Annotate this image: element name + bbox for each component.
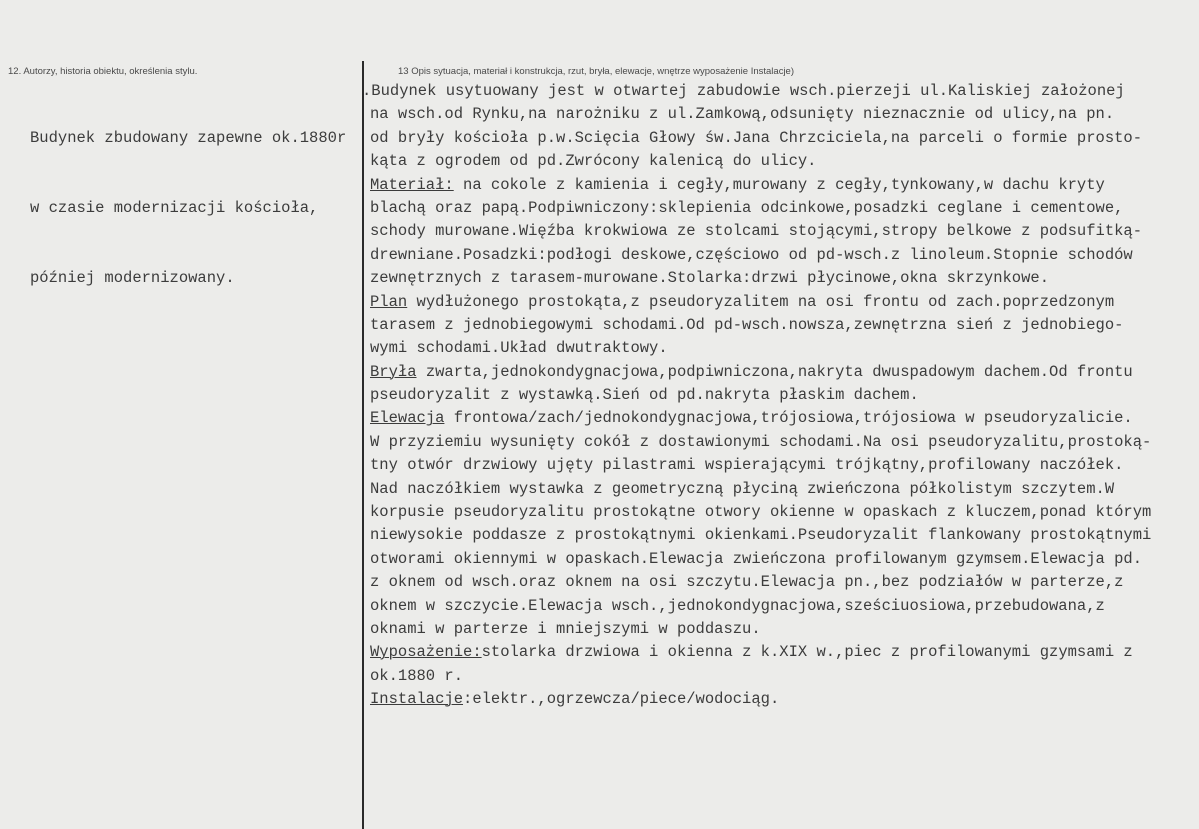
elevation-line: niewysokie poddasze z prostokątnymi okienkami.Pseudoryzalit flankowany prostokątnymi	[370, 526, 1152, 545]
elevation-line	[362, 407, 1192, 430]
material-line: drewniane.Posadzki:podłogi deskowe,częściowo od pd-wsch.z linoleum.Stopnie schodów	[370, 245, 1133, 264]
elevation-line: Nad naczółkiem wystawka z geometryczną płyciną zwieńczona półkolistym szczytem.W	[370, 479, 1115, 498]
material-line: blachą oraz papą.Podpiwniczony:sklepienia odcinkowe,posadzki ceglane i cementowe,	[370, 198, 1124, 217]
material-label: Materiał:	[370, 175, 454, 194]
equipment-line: ok.1880 r.	[370, 666, 464, 685]
plan-text: wydłużonego prostokąta,z pseudoryzalitem na osi frontu od zach.poprzedzonym	[407, 292, 1115, 311]
elevation-line: W przyziemiu wysunięty cokół z dostawionymi schodami.Na osi pseudoryzalitu,prostoką-	[370, 432, 1152, 451]
history-line: później modernizowany.	[30, 269, 235, 288]
form-line	[362, 361, 1192, 384]
elevation-line: otworami okiennymi w opaskach.Elewacja zwieńczona profilowanym gzymsem.Elewacja pd.	[370, 549, 1143, 568]
situation-line: od bryły kościoła p.w.Scięcia Głowy św.Jana Chrzciciela,na parceli o formie prosto-	[370, 128, 1143, 147]
plan-line: wymi schodami.Układ dwutraktowy.	[370, 339, 668, 358]
situation-line: kąta z ogrodem od pd.Zwrócony kalenicą do ulicy.	[370, 152, 817, 171]
form-text: zwarta,jednokondygnacjowa,podpiwniczona,nakryta dwuspadowym dachem.Od frontu	[416, 362, 1133, 381]
installations-text: :elektr.,ogrzewcza/piece/wodociąg.	[463, 690, 780, 709]
plan-label: Plan	[370, 292, 408, 311]
plan-line	[362, 291, 1192, 314]
material-line: schody murowane.Więźba krokwiowa ze stolcami stojącymi,stropy belkowe z podsufitką-	[370, 222, 1143, 241]
section-13-header: 13 Opis sytuacja, materiał i konstrukcja, rzut, bryła, elewacje, wnętrze wyposażenie Instalacje)	[398, 66, 795, 77]
elevation-label: Elewacja	[370, 409, 445, 428]
history-line: Budynek zbudowany zapewne ok.1880r	[30, 128, 347, 147]
history-line: w czasie modernizacji kościoła,	[30, 199, 319, 218]
elevation-line: korpusie pseudoryzalitu prostokątne otwory okienne w opaskach z kluczem,ponad którym	[370, 503, 1152, 522]
equipment-text: stolarka drzwiowa i okienna z k.XIX w.,piec z profilowanymi gzymsami z	[481, 643, 1133, 662]
material-line: zewnętrznych z tarasem-murowane.Stolarka:drzwi płycinowe,okna skrzynkowe.	[370, 269, 1050, 288]
elevation-line: oknem w szczycie.Elewacja wsch.,jednokondygnacjowa,sześciuosiowa,przebudowana,z	[370, 596, 1105, 615]
elevation-line: oknami w parterze i mniejszymi w poddaszu.	[370, 619, 761, 638]
elevation-line: tny otwór drzwiowy ujęty pilastrami wspierającymi trójkątny,profilowany naczółek.	[370, 456, 1124, 475]
form-label: Bryła	[370, 362, 417, 381]
situation-line: .Budynek usytuowany jest w otwartej zabudowie wsch.pierzeji ul.Kaliskiej założonej	[362, 82, 1125, 100]
equipment-line	[362, 641, 1192, 664]
installations-label: Instalacje	[370, 690, 464, 709]
equipment-label: Wyposażenie:	[370, 643, 482, 662]
material-line	[362, 174, 1192, 197]
description-column	[362, 80, 1192, 712]
form-line: pseudoryzalit z wystawką.Sień od pd.nakryta płaskim dachem.	[370, 386, 919, 405]
plan-line: tarasem z jednobiegowymi schodami.Od pd-wsch.nowsza,zewnętrzna sień z jednobiego-	[370, 315, 1124, 334]
section-12-header: 12. Autorzy, historia obiektu, określenia stylu.	[8, 66, 198, 77]
installations-line	[362, 688, 1192, 711]
situation-line: na wsch.od Rynku,na narożniku z ul.Zamkową,odsunięty nieznacznie od ulicy,na pn.	[370, 105, 1115, 124]
material-text: na cokole z kamienia i cegły,murowany z cegły,tynkowany,w dachu kryty	[453, 175, 1105, 194]
elevation-text: frontowa/zach/jednokondygnacjowa,trójosiowa,trójosiowa w pseudoryzalicie.	[444, 409, 1133, 428]
history-column	[30, 80, 360, 337]
elevation-line: z oknem od wsch.oraz oknem na osi szczytu.Elewacja pn.,bez podziałów w parterze,z	[370, 573, 1124, 592]
